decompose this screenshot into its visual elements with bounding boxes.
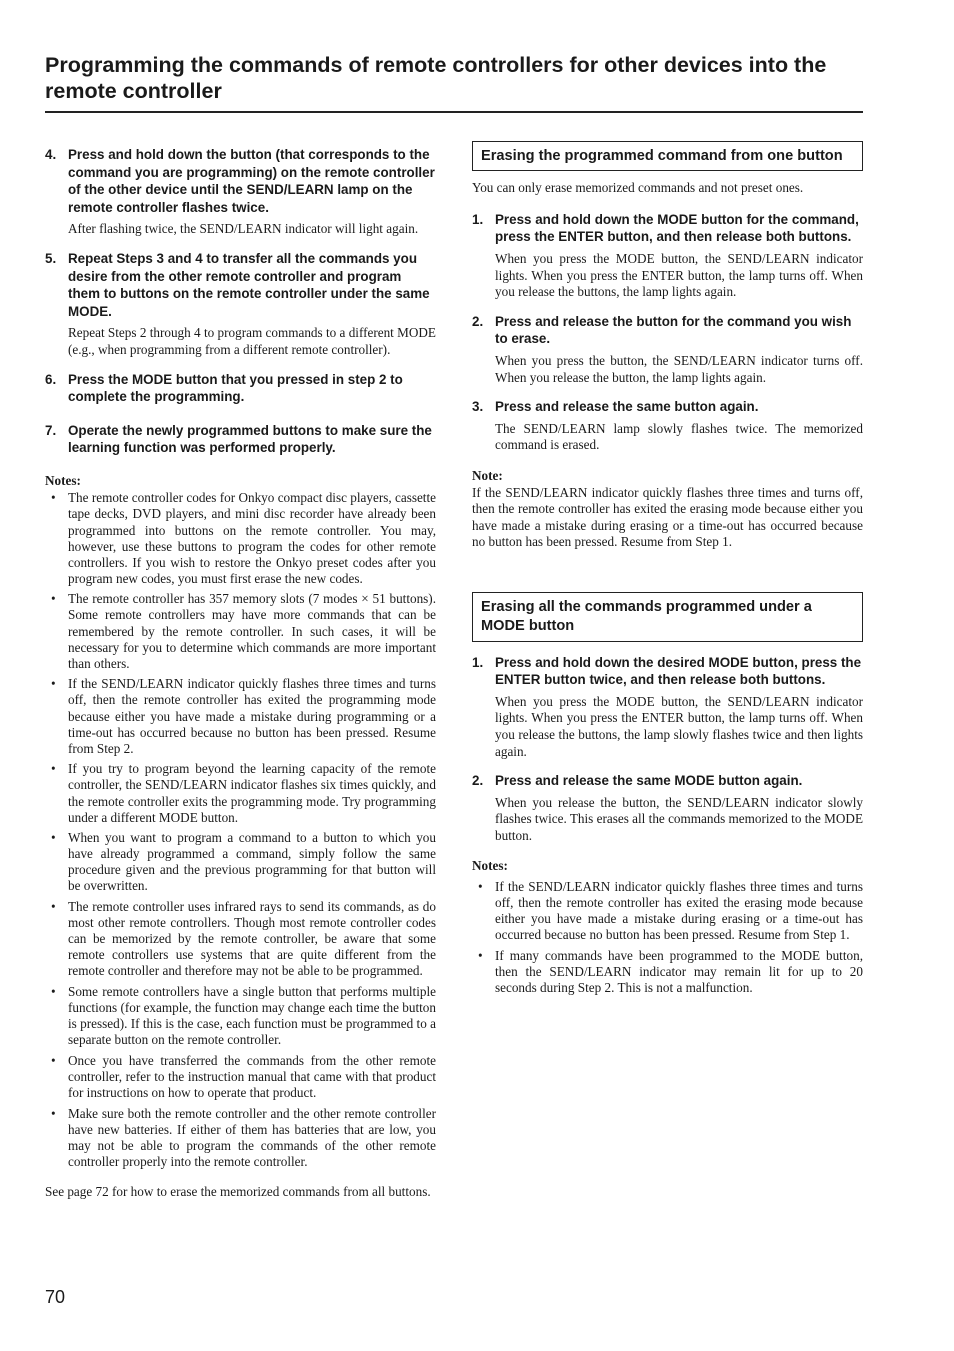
step-instruction: Repeat Steps 3 and 4 to transfer all the commands you desire from the other remote controller and program them to buttons on the remote controller under the same MODE. — [68, 250, 430, 319]
step-instruction: Press the MODE button that you pressed in step 2 to complete the programming. — [68, 371, 403, 405]
right-column — [472, 141, 863, 1001]
step-number: 2. — [472, 313, 484, 329]
step-instruction: Press and release the same MODE button again. — [495, 773, 803, 789]
note-item: • The remote controller has 357 memory slots (7 modes × 51 buttons). Some remote controllers may have more commands that can be remembered by the remote controller. In such cases, it will be necessary for you to determine which commands are more important than others. — [45, 591, 436, 671]
step-description: Repeat Steps 2 through 4 to program commands to a different MODE (e.g., when programming from a different remote controller). — [68, 325, 436, 357]
step-7 — [45, 422, 436, 457]
step-number: 5. — [45, 250, 57, 266]
note-label: Note: — [472, 467, 503, 483]
left-column — [45, 146, 436, 1200]
step-description: When you release the button, the SEND/LEARN indicator slowly flashes twice. This erases all the commands memorized to the MODE button. — [495, 794, 863, 843]
note-item: • If you try to program beyond the learning capacity of the remote controller, the SEND/LEARN indicator flashes six times quickly, and the remote controller exits the programming mode. Try programming under a different MODE button. — [45, 761, 436, 825]
erase-step-3 — [472, 398, 863, 454]
step-4 — [45, 146, 436, 238]
step-description: When you press the MODE button, the SEND/LEARN indicator lights. When you press the ENTER button, the lamp turns off. When you release the buttons, the lamp slowly flashes twice and then lights again. — [495, 693, 863, 759]
step-instruction: Operate the newly programmed buttons to make sure the learning function was performed properly. — [68, 422, 432, 456]
note-item: • When you want to program a command to a button to which you have already programmed a command, simply follow the same procedure given and the previous programming for that button will be overwritten. — [45, 830, 436, 894]
step-5 — [45, 250, 436, 359]
step-instruction: Press and hold down the MODE button for the command, press the ENTER button, and then release both buttons. — [495, 211, 859, 245]
section-erase-all — [472, 592, 863, 996]
page-title: Programming the commands of remote controllers for other devices into the remote controller — [45, 53, 827, 103]
step-description: The SEND/LEARN lamp slowly flashes twice. The memorized command is erased. — [495, 420, 863, 453]
note-item: • The remote controller codes for Onkyo compact disc players, cassette tape decks, DVD players, and mini disc recorder have already been programmed into buttons on the remote controller. You may, however, use these buttons to program the codes for other remote controllers. If you wish to restore the Onkyo preset codes after you program new codes, you must first erase the new codes. — [45, 490, 436, 587]
step-instruction: Press and release the button for the command you wish to erase. — [495, 313, 852, 347]
notes-label: Notes: — [45, 472, 81, 488]
note-item: • If the SEND/LEARN indicator quickly flashes three times and turns off, then the remote controller has exited the erasing mode because either you have made a mistake during erasing or a time-out has occurred because no button has been pressed. Resume from Step 1. — [472, 879, 863, 943]
step-instruction: Press and hold down the desired MODE button, press the ENTER button twice, and then release both buttons. — [495, 654, 862, 688]
step-number: 2. — [472, 773, 484, 789]
section-intro: You can only erase memorized commands and not preset ones. — [472, 180, 804, 196]
step-number: 1. — [472, 654, 484, 670]
note-item: • If the SEND/LEARN indicator quickly flashes three times and turns off, then the remote controller has exited the programming mode because either you have made a mistake during programming or a time-out has occurred because no button has been pressed. Resume from Step 2. — [45, 676, 436, 756]
step-number: 1. — [472, 211, 484, 227]
notes-label: Notes: — [472, 858, 508, 874]
erase-step-2 — [472, 313, 863, 386]
erase-step-1 — [472, 211, 863, 301]
step-number: 3. — [472, 399, 484, 415]
section-heading-erase-one: Erasing the programmed command from one button — [472, 141, 863, 171]
erase-all-step-2 — [472, 772, 863, 844]
note-text: If the SEND/LEARN indicator quickly flashes three times and turns off, then the remote controller has exited the erasing mode because either you have made a mistake during erasing or a time-out has occurred because no button has been pressed. Resume from Step 1. — [472, 485, 863, 549]
note-item: • Once you have transferred the commands from the other remote controller, refer to the instruction manual that came with that product for instructions on how to operate that product. — [45, 1053, 436, 1101]
step-6 — [45, 371, 436, 406]
step-description: When you press the button, the SEND/LEARN indicator turns off. When you release the button, the lamp lights again. — [495, 352, 863, 385]
section-heading-erase-all: Erasing all the commands programmed under a MODE button — [472, 592, 863, 642]
step-number: 7. — [45, 422, 57, 438]
note-item: • The remote controller uses infrared rays to send its commands, as do most other remote controllers. Though most remote controller codes can be memorized by the remote controller, be aware that some remote controllers use systems that are quite different from the remote controller and therefore may not be able to be programmed. — [45, 899, 436, 979]
note-item: • Some remote controllers have a single button that performs multiple functions (for example, the function may change each time the button is pressed). If this is the case, each function must be programmed to a separate button on the remote controller. — [45, 984, 436, 1048]
step-description: When you press the MODE button, the SEND/LEARN indicator lights. When you press the ENTER button, the lamp turns off. When you release the buttons, the lamp lights again. — [495, 251, 863, 300]
step-instruction: Press and hold down the button (that corresponds to the command you are programming) on the remote controller of the other device until the SEND/LEARN lamp on the remote controller flashes twice. — [68, 147, 435, 215]
notes-list — [472, 879, 863, 996]
erase-all-step-1 — [472, 654, 863, 761]
note-item: • If many commands have been programmed to the MODE button, then the SEND/LEARN indicator may remain lit for up to 20 seconds during Step 2. This is not a malfunction. — [472, 948, 863, 996]
step-number: 6. — [45, 371, 57, 387]
title-divider — [45, 111, 863, 113]
page-reference-note: See page 72 for how to erase the memorized commands from all buttons. — [45, 1184, 431, 1200]
step-description: After flashing twice, the SEND/LEARN indicator will light again. — [68, 221, 419, 237]
note-item: • Make sure both the remote controller and the other remote controller have new batteries. If either of them has batteries that are low, you may not be able to program the commands of the other remote controller properly into the remote controller. — [45, 1106, 436, 1170]
step-instruction: Press and release the same button again. — [495, 399, 759, 415]
step-number: 4. — [45, 147, 57, 162]
page-number: 70 — [45, 1287, 66, 1307]
notes-list — [45, 490, 436, 1170]
